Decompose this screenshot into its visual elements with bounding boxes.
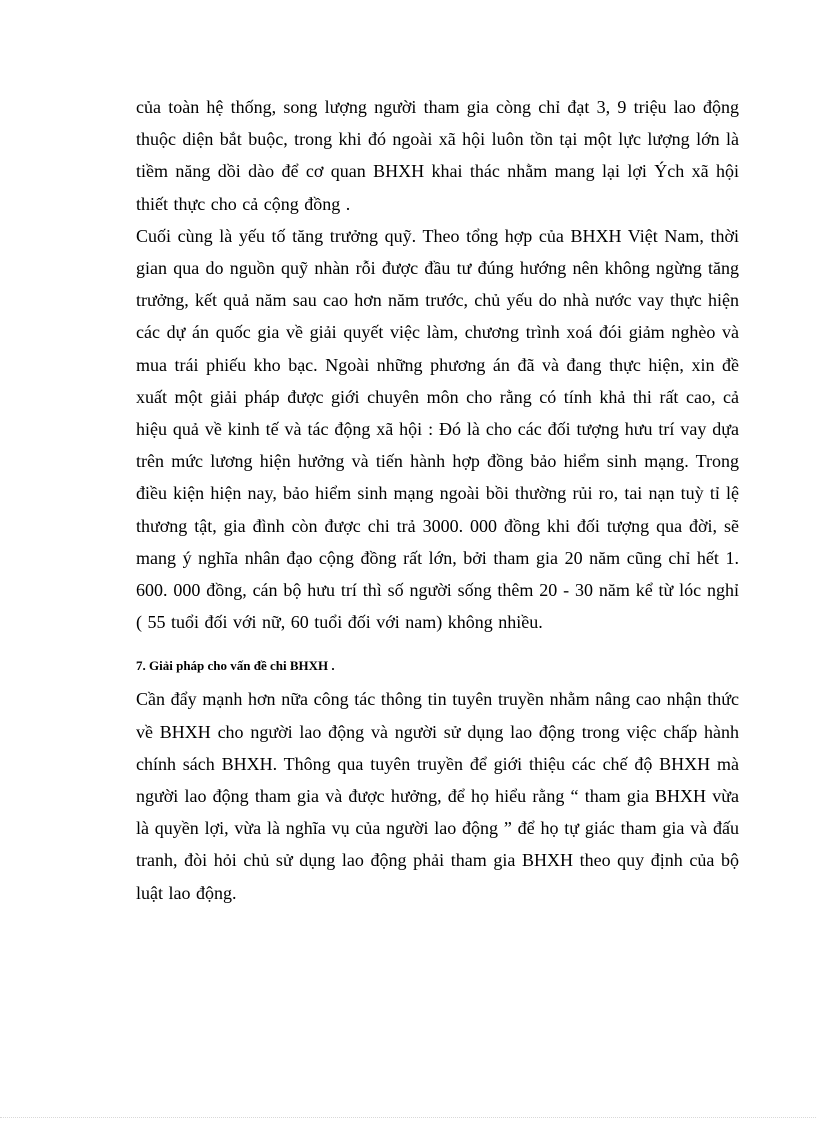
page-bottom-divider (0, 1117, 816, 1118)
document-body (136, 91, 739, 909)
paragraph-3: Cần đẩy mạnh hơn nữa công tác thông tin tuyên truyền nhằm nâng cao nhận thức về BHXH cho người lao động và người sử dụng lao động trong việc chấp hành chính sách BHXH. Thông qua tuyên truyền để giới thiệu các chế độ BHXH mà người lao động tham gia và được hưởng, để họ hiểu rằng “ tham gia BHXH vừa là quyền lợi, vừa là nghĩa vụ của người lao động ” để họ tự giác tham gia và đấu tranh, đòi hỏi chủ sử dụng lao động phải tham gia BHXH theo quy định của bộ luật lao động. (136, 689, 739, 903)
paragraph-2: Cuối cùng là yếu tố tăng trưởng quỹ. Theo tổng hợp của BHXH Việt Nam, thời gian qua do nguồn quỹ nhàn rỗi được đầu tư đúng hướng nên không ngừng tăng trưởng, kết quả năm sau cao hơn năm trước, chủ yếu do nhà nước vay thực hiện các dự án quốc gia về giải quyết việc làm, chương trình xoá đói giảm nghèo và mua trái phiếu kho bạc. Ngoài những phương án đã và đang thực hiện, xin đề xuất một giải pháp được giới chuyên môn cho rằng có tính khả thi rất cao, cả hiệu quả về kinh tế và tác động xã hội : Đó là cho các đối tượng hưu trí vay dựa trên mức lương hiện hưởng và tiến hành hợp đồng bảo hiểm sinh mạng. Trong điều kiện hiện nay, bảo hiểm sinh mạng ngoài bồi thường rủi ro, tai nạn tuỳ tỉ lệ thương tật, gia đình còn được chi trả 3000. 000 đồng khi đối tượng qua đời, sẽ mang ý nghĩa nhân đạo cộng đồng rất lớn, bởi tham gia 20 năm cũng chỉ hết 1. 600. 000 đồng, cán bộ hưu trí thì số người sống thêm 20 - 30 năm kể từ lóc nghỉ ( 55 tuổi đối với nữ, 60 tuổi đối với nam) không nhiều. (136, 225, 739, 633)
paragraph-1: của toàn hệ thống, song lượng người tham gia còng chỉ đạt 3, 9 triệu lao động thuộc diện bắt buộc, trong khi đó ngoài xã hội luôn tồn tại một lực lượng lớn là tiềm năng dồi dào để cơ quan BHXH khai thác nhằm mang lại lợi Ých xã hội thiết thực cho cả cộng đồng . (136, 97, 739, 214)
section-heading: 7. Giải pháp cho vấn đề chi BHXH . (136, 658, 335, 674)
